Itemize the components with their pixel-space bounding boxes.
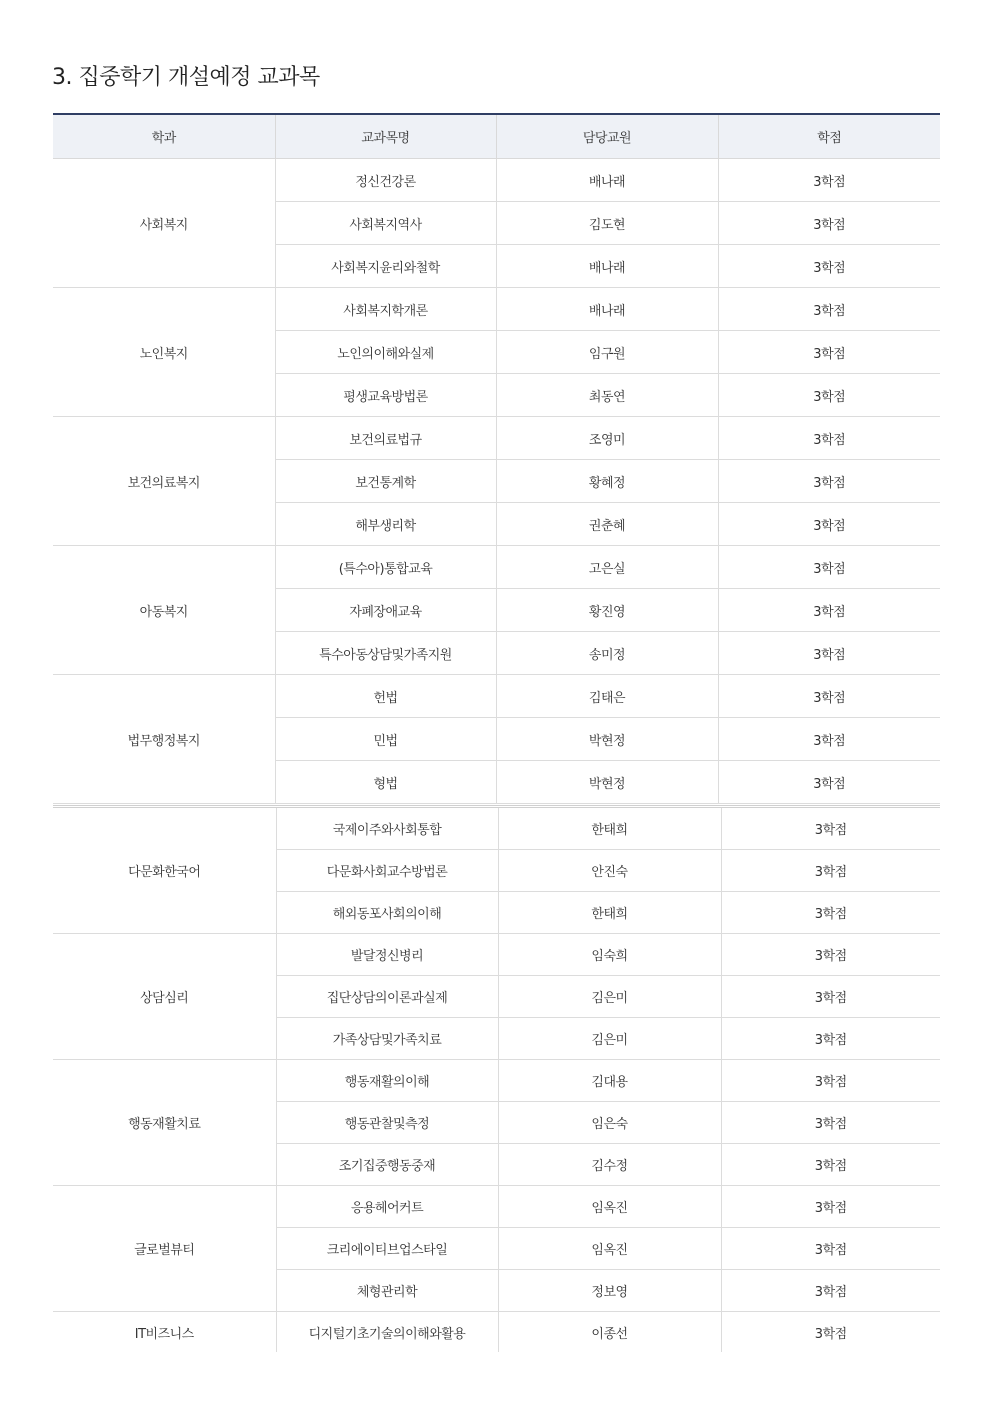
course-table-bottom — [53, 805, 940, 1352]
credit-cell: 3학점 — [721, 850, 940, 892]
teacher-cell: 한태희 — [498, 892, 721, 934]
teacher-cell: 안진숙 — [498, 850, 721, 892]
course-name-cell: 디지털기초기술의이해와활용 — [276, 1312, 498, 1353]
credit-cell: 3학점 — [718, 632, 940, 675]
course-name-cell: 국제이주와사회통합 — [276, 807, 498, 850]
credit-cell: 3학점 — [718, 718, 940, 761]
course-name-cell: 해외동포사회의이해 — [276, 892, 498, 934]
department-cell: 법무행정복지 — [53, 675, 275, 804]
teacher-cell: 조영미 — [496, 417, 718, 460]
course-name-cell: 집단상담의이론과실제 — [276, 976, 498, 1018]
table-row — [53, 934, 940, 976]
teacher-cell: 고은실 — [496, 546, 718, 589]
course-name-cell: 노인의이해와실제 — [275, 331, 496, 374]
course-name-cell: 보건통계학 — [275, 460, 496, 503]
teacher-cell: 김수정 — [498, 1144, 721, 1186]
course-name-cell: 특수아동상담및가족지원 — [275, 632, 496, 675]
course-name-cell: 응용헤어커트 — [276, 1186, 498, 1228]
department-cell: 글로벌뷰티 — [53, 1186, 276, 1312]
teacher-cell: 김은미 — [498, 976, 721, 1018]
course-name-cell: 평생교육방법론 — [275, 374, 496, 417]
department-cell: IT비즈니스 — [134, 1326, 194, 1342]
credit-cell: 3학점 — [721, 1144, 940, 1186]
credit-cell: 3학점 — [721, 807, 940, 850]
credit-cell: 3학점 — [718, 331, 940, 374]
course-name-cell: 행동재활의이해 — [276, 1060, 498, 1102]
credit-cell: 3학점 — [718, 503, 940, 546]
teacher-cell: 배나래 — [496, 288, 718, 331]
credit-cell: 3학점 — [718, 202, 940, 245]
course-table-top — [53, 113, 940, 804]
course-name-cell: (특수아)통합교육 — [275, 546, 496, 589]
credit-cell: 3학점 — [721, 1312, 940, 1353]
course-name-cell: 체형관리학 — [276, 1270, 498, 1312]
credit-cell: 3학점 — [721, 1018, 940, 1060]
course-name-cell: 형법 — [275, 761, 496, 804]
course-name-cell: 보건의료법규 — [275, 417, 496, 460]
page-title: 3. 집중학기 개설예정 교과목 — [52, 65, 320, 90]
course-name-cell: 사회복지윤리와철학 — [275, 245, 496, 288]
credit-cell: 3학점 — [721, 1186, 940, 1228]
teacher-cell: 임옥진 — [498, 1228, 721, 1270]
course-name-cell: 사회복지역사 — [275, 202, 496, 245]
credit-cell: 3학점 — [718, 245, 940, 288]
credit-cell: 3학점 — [721, 1102, 940, 1144]
teacher-cell: 배나래 — [496, 245, 718, 288]
course-name-cell: 자폐장애교육 — [275, 589, 496, 632]
header-credit: 학점 — [718, 114, 940, 159]
credit-cell: 3학점 — [721, 934, 940, 976]
teacher-cell: 송미정 — [496, 632, 718, 675]
department-cell: 보건의료복지 — [53, 417, 275, 546]
table-row — [53, 417, 940, 460]
teacher-cell: 배나래 — [496, 159, 718, 202]
table-row — [53, 159, 940, 202]
department-cell: 사회복지 — [53, 159, 275, 288]
teacher-cell: 김은미 — [498, 1018, 721, 1060]
header-department: 학과 — [53, 114, 275, 159]
course-name-cell: 해부생리학 — [275, 503, 496, 546]
credit-cell: 3학점 — [718, 761, 940, 804]
teacher-cell: 임숙희 — [498, 934, 721, 976]
course-name-cell: 정신건강론 — [275, 159, 496, 202]
teacher-cell: 정보영 — [498, 1270, 721, 1312]
teacher-cell: 임옥진 — [498, 1186, 721, 1228]
credit-cell: 3학점 — [718, 159, 940, 202]
credit-cell: 3학점 — [721, 1228, 940, 1270]
table-row — [53, 807, 940, 850]
header-teacher: 담당교원 — [496, 114, 718, 159]
teacher-cell: 황혜정 — [496, 460, 718, 503]
course-name-cell: 발달정신병리 — [276, 934, 498, 976]
credit-cell: 3학점 — [721, 1270, 940, 1312]
teacher-cell: 박현정 — [496, 718, 718, 761]
header-course-name: 교과목명 — [275, 114, 496, 159]
credit-cell: 3학점 — [718, 589, 940, 632]
teacher-cell: 권춘혜 — [496, 503, 718, 546]
table-row — [53, 546, 940, 589]
teacher-cell: 김태은 — [496, 675, 718, 718]
credit-cell: 3학점 — [718, 546, 940, 589]
teacher-cell: 황진영 — [496, 589, 718, 632]
teacher-cell: 임구원 — [496, 331, 718, 374]
credit-cell: 3학점 — [718, 374, 940, 417]
teacher-cell: 김도현 — [496, 202, 718, 245]
course-name-cell: 행동관찰및측정 — [276, 1102, 498, 1144]
table-row — [53, 288, 940, 331]
table-row — [53, 1312, 940, 1353]
department-cell: 노인복지 — [53, 288, 275, 417]
credit-cell: 3학점 — [721, 976, 940, 1018]
department-cell: 다문화한국어 — [53, 807, 276, 934]
teacher-cell: 박현정 — [496, 761, 718, 804]
table-row — [53, 675, 940, 718]
table-header-row — [53, 114, 940, 159]
course-name-cell: 크리에이티브업스타일 — [276, 1228, 498, 1270]
table-row — [53, 1186, 940, 1228]
credit-cell: 3학점 — [718, 288, 940, 331]
course-name-cell: 민법 — [275, 718, 496, 761]
credit-cell: 3학점 — [718, 417, 940, 460]
teacher-cell: 한태희 — [498, 807, 721, 850]
course-name-cell: 헌법 — [275, 675, 496, 718]
credit-cell: 3학점 — [721, 1060, 940, 1102]
course-name-cell: 다문화사회교수방법론 — [276, 850, 498, 892]
teacher-cell: 이종선 — [498, 1312, 721, 1353]
credit-cell: 3학점 — [721, 892, 940, 934]
credit-cell: 3학점 — [718, 675, 940, 718]
course-name-cell: 조기집중행동중재 — [276, 1144, 498, 1186]
teacher-cell: 최동연 — [496, 374, 718, 417]
table-row — [53, 1060, 940, 1102]
teacher-cell: 임은숙 — [498, 1102, 721, 1144]
credit-cell: 3학점 — [718, 460, 940, 503]
course-name-cell: 사회복지학개론 — [275, 288, 496, 331]
department-cell: 상담심리 — [53, 934, 276, 1060]
course-name-cell: 가족상담및가족치료 — [276, 1018, 498, 1060]
department-cell: 아동복지 — [53, 546, 275, 675]
teacher-cell: 김대용 — [498, 1060, 721, 1102]
department-cell: 행동재활치료 — [53, 1060, 276, 1186]
